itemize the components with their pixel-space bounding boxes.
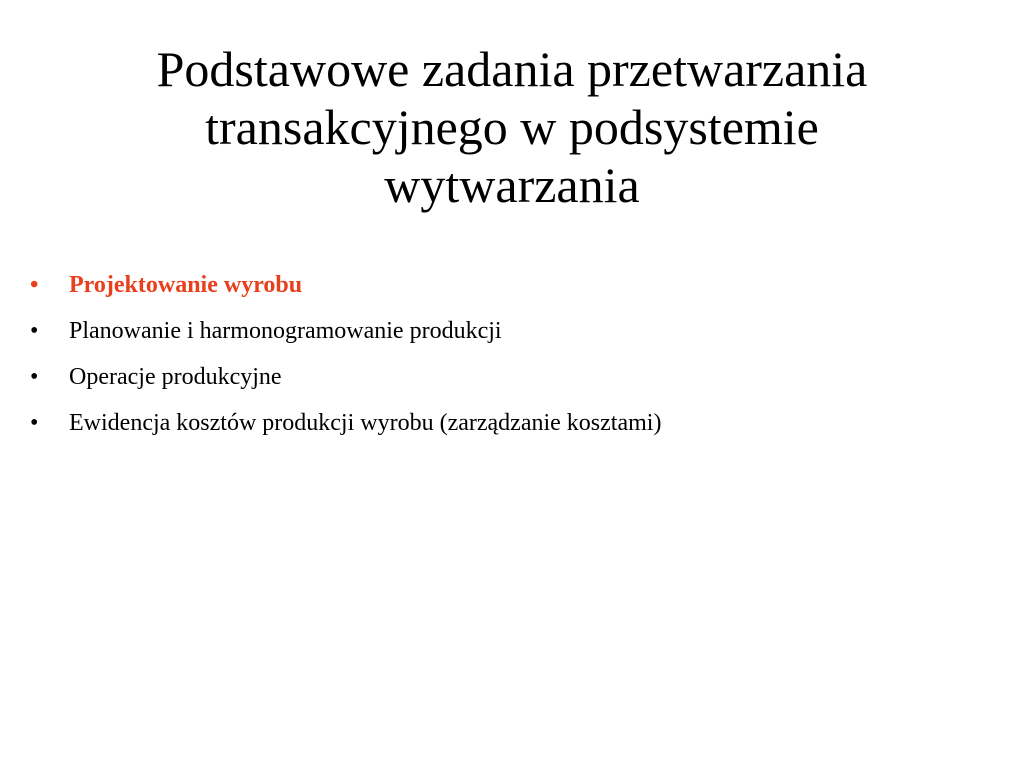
slide-title-line: Podstawowe zadania przetwarzania bbox=[156, 41, 868, 97]
bullet-item bbox=[30, 354, 990, 400]
bullet-item bbox=[30, 400, 990, 446]
bullet-icon: • bbox=[30, 364, 39, 390]
bullet-item bbox=[30, 262, 990, 308]
bullet-item bbox=[30, 308, 990, 354]
bullet-text: Planowanie i harmonogramowanie produkcji bbox=[69, 318, 502, 344]
bullet-text: Operacje produkcyjne bbox=[69, 364, 282, 390]
bullet-text: Ewidencja kosztów produkcji wyrobu (zarządzanie kosztami) bbox=[69, 410, 662, 436]
bullet-icon: • bbox=[30, 410, 39, 436]
bullet-text: Projektowanie wyrobu bbox=[69, 272, 303, 298]
bullet-icon: • bbox=[30, 318, 39, 344]
bullet-icon: • bbox=[30, 272, 39, 298]
bullet-list bbox=[30, 262, 990, 446]
slide-title-line: wytwarzania bbox=[384, 157, 640, 213]
slide-title bbox=[40, 40, 984, 214]
slide-title-line: transakcyjnego w podsystemie bbox=[205, 99, 819, 155]
